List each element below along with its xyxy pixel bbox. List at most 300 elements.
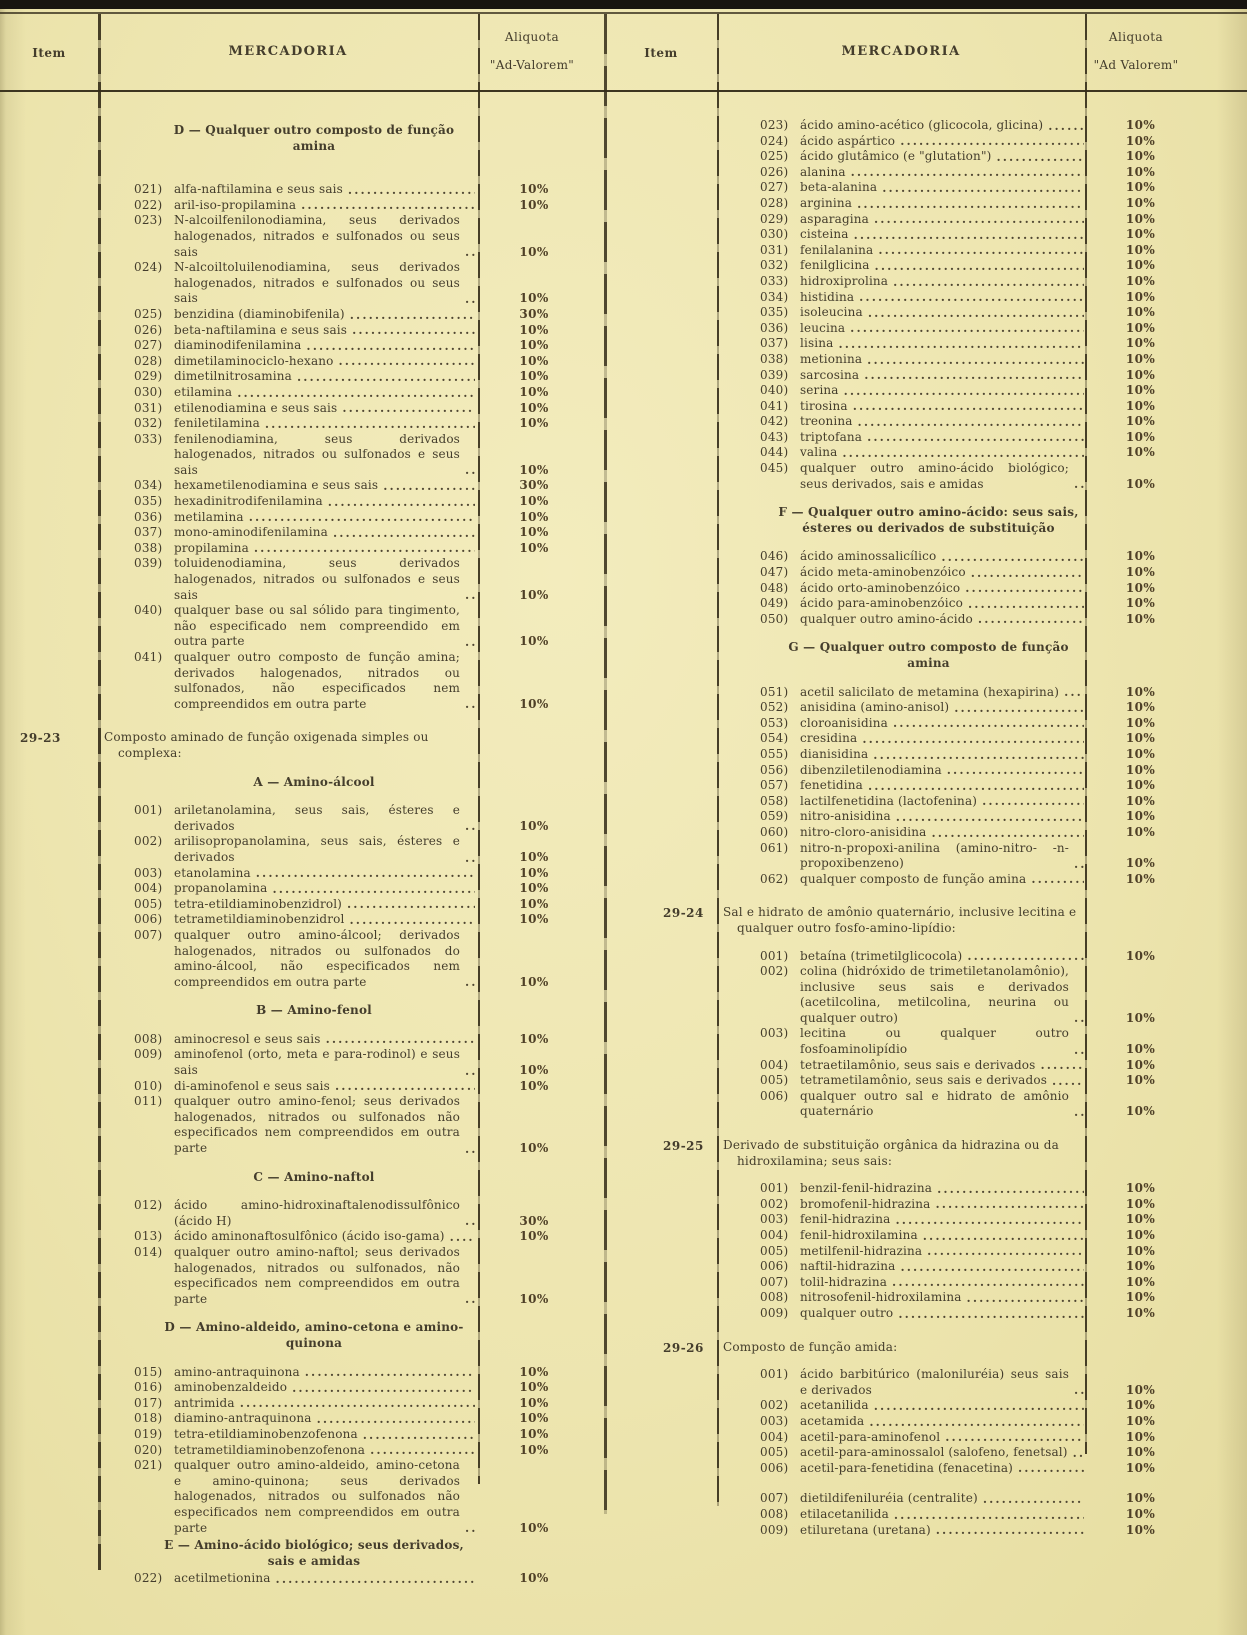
entry-body: [174, 1094, 478, 1156]
entry-description: dietildifeniluréia (centralite): [800, 1491, 978, 1506]
entry-rate: 10%: [1125, 1196, 1156, 1211]
entry-rate: 10%: [1125, 824, 1156, 839]
entry-description: tetraetilamônio, seus sais e derivados: [800, 1057, 1036, 1072]
entry-description: N-alcoiltoluilenodiamina, seus derivados halogenados, nitrados e sulfonados ou seus sais: [174, 260, 460, 306]
entry-rate: 10%: [1125, 856, 1156, 871]
tariff-item-code: 29-23: [20, 731, 61, 746]
tariff-entry-row: [98, 1427, 590, 1443]
entry-number: 002): [760, 1398, 789, 1413]
entry-body: [800, 596, 1087, 612]
entry-number: 012): [134, 1198, 163, 1213]
tariff-entry-row: [98, 307, 590, 323]
entry-body: [174, 881, 478, 897]
entry-rate: 10%: [1125, 1228, 1156, 1242]
entry-body: [800, 700, 1087, 716]
entry-body: [800, 336, 1087, 352]
entry-body: [800, 149, 1087, 165]
entry-number: 039): [760, 367, 789, 382]
entry-body: [800, 1491, 1087, 1507]
dotted-leader: [348, 183, 475, 197]
entry-number: 039): [134, 556, 163, 571]
entry-body: [800, 196, 1087, 212]
entry-rate: 10%: [1125, 762, 1156, 777]
entry-body: [174, 803, 478, 834]
entry-body: [800, 1181, 1087, 1197]
entry-body: [800, 1089, 1087, 1120]
dotted-leader: [339, 354, 475, 368]
tariff-item-code: 29-24: [663, 906, 704, 921]
dotted-leader: [254, 541, 475, 555]
entry-body: [174, 510, 478, 526]
entry-rate: 10%: [519, 540, 549, 555]
entry-rate: 10%: [1125, 1274, 1156, 1289]
entry-description: qualquer base ou sal sólido para tingimento, não especificado nem compreendido em outra parte: [174, 603, 460, 649]
dotted-leader: [292, 1381, 475, 1395]
entry-description: aminobenzaldeido: [174, 1380, 288, 1395]
entry-rate: 10%: [519, 1571, 549, 1586]
tariff-entry-row: [717, 383, 1194, 399]
entry-number: 041): [760, 398, 789, 413]
entry-description: fenilalanina: [800, 242, 874, 257]
entry-number: 007): [760, 1491, 789, 1506]
entry-number: 056): [760, 762, 789, 777]
dotted-leader: [465, 1064, 475, 1078]
entry-number: 051): [760, 684, 789, 699]
entry-body: [174, 1396, 478, 1412]
entry-body: [800, 290, 1087, 306]
entry-number: 062): [760, 871, 789, 886]
entry-description: cloroanisidina: [800, 715, 888, 730]
dotted-leader: [297, 370, 475, 384]
entry-body: [800, 964, 1087, 1026]
entry-number: 058): [760, 793, 789, 808]
tariff-entry-row: [717, 305, 1194, 321]
entry-body: [174, 369, 478, 385]
entry-body: [800, 274, 1087, 290]
entry-description: di-aminofenol e seus sais: [174, 1078, 330, 1093]
entry-description: N-alcoilfenilonodiamina, seus derivados halogenados, nitrados e sulfonados ou seus sais: [174, 213, 460, 259]
entry-rate: 10%: [519, 369, 549, 384]
entry-rate: 10%: [519, 509, 549, 524]
tariff-entry-row: [717, 1414, 1194, 1430]
entry-rate: 10%: [1125, 746, 1156, 761]
entry-rate: 10%: [1125, 367, 1156, 382]
entry-number: 004): [760, 1228, 789, 1242]
entry-description: valina: [800, 445, 838, 460]
right-header-item: Item: [644, 46, 678, 60]
tariff-entry-row: [717, 1430, 1194, 1446]
entry-rate: 10%: [1125, 445, 1156, 460]
tariff-entry-row: [717, 731, 1194, 747]
tariff-entry-row: [717, 596, 1194, 612]
entry-number: 022): [134, 1571, 163, 1586]
dotted-leader: [305, 1365, 475, 1379]
tariff-entry-row: [98, 323, 590, 339]
entry-body: [174, 1458, 478, 1536]
tariff-entry-row: [98, 1229, 590, 1245]
entry-rate: 10%: [519, 1078, 549, 1093]
entry-body: [174, 494, 478, 510]
entry-body: [174, 1411, 478, 1427]
entry-description: benzidina (diaminobifenila): [174, 306, 345, 321]
dotted-leader: [898, 1307, 1084, 1321]
entry-description: acetil-para-aminofenol: [800, 1429, 941, 1444]
tariff-entry-row: [98, 478, 590, 494]
entry-rate: 10%: [519, 587, 549, 602]
tariff-entry-row: [98, 1396, 590, 1412]
entry-body: [174, 541, 478, 557]
dotted-leader: [864, 368, 1084, 382]
tariff-entry-row: [717, 1398, 1194, 1414]
tariff-entry-row: [98, 866, 590, 882]
dotted-leader: [900, 1260, 1084, 1274]
dotted-leader: [301, 198, 475, 212]
entry-body: [174, 385, 478, 401]
entry-body: [174, 401, 478, 417]
tariff-entry-row: [717, 1275, 1194, 1291]
tariff-entry-row: [717, 1058, 1194, 1074]
dotted-leader: [350, 308, 475, 322]
tariff-entry-row: [717, 196, 1194, 212]
spacer: [98, 167, 590, 182]
dotted-leader: [851, 165, 1084, 179]
entry-body: [800, 1073, 1087, 1089]
entry-body: [174, 198, 478, 214]
entry-description: aril-iso-propilamina: [174, 197, 297, 212]
tariff-group-row: [663, 1339, 1194, 1356]
tariff-entry-row: [717, 368, 1194, 384]
entry-rate: 10%: [519, 896, 549, 911]
tariff-entry-row: [98, 510, 590, 526]
dotted-leader: [900, 134, 1084, 148]
tariff-entry-row: [717, 1491, 1194, 1507]
entry-number: 033): [760, 273, 789, 288]
right-header-advalorem: "Ad Valorem": [1093, 58, 1179, 72]
entry-description: etilenodiamina e seus sais: [174, 400, 338, 415]
entry-rate: 10%: [1125, 871, 1156, 886]
entry-rate: 10%: [519, 1411, 549, 1426]
entry-rate: 30%: [519, 306, 549, 321]
entry-description: dimetilaminociclo-hexano: [174, 353, 334, 368]
entry-description: qualquer outro sal e hidrato de amônio quaternário: [800, 1088, 1069, 1119]
entry-number: 057): [760, 778, 789, 793]
entry-body: [174, 182, 478, 198]
entry-body: [800, 1259, 1087, 1275]
dotted-leader: [945, 1430, 1084, 1444]
entry-rate: 10%: [1125, 133, 1156, 148]
entry-number: 001): [134, 803, 163, 818]
section-heading: E — Amino-ácido biológico; seus derivados, sais e amidas: [164, 1538, 464, 1568]
right-tariff-panel: [663, 92, 1194, 1538]
entry-body: [174, 1198, 478, 1229]
entry-number: 001): [760, 1181, 789, 1196]
entry-description: colina (hidróxido de trimetiletanolamônio), inclusive seus sais e derivados (acetilcolina, metilcolina, neurina ou qualquer outro): [800, 964, 1069, 1025]
entry-rate: 10%: [1125, 1259, 1156, 1274]
entry-rate: 10%: [519, 1229, 549, 1244]
entry-description: hexametilenodiamina e seus sais: [174, 478, 379, 493]
entry-number: 005): [760, 1073, 789, 1088]
entry-body: [800, 1212, 1087, 1228]
entry-number: 060): [760, 824, 789, 839]
dotted-leader: [858, 415, 1084, 429]
tariff-entry-row: [717, 445, 1194, 461]
entry-body: [800, 383, 1087, 399]
tariff-group-row: [663, 1138, 1194, 1169]
entry-body: [174, 1245, 478, 1307]
entry-body: [800, 212, 1087, 228]
dotted-leader: [882, 181, 1084, 195]
entry-number: 043): [760, 429, 789, 444]
entry-body: [174, 323, 478, 339]
dotted-leader: [240, 1396, 475, 1410]
tariff-entry-row: [717, 763, 1194, 779]
entry-rate: 10%: [519, 494, 549, 509]
entry-rate: 10%: [1125, 149, 1156, 164]
entry-number: 003): [760, 1413, 789, 1428]
entry-number: 009): [134, 1047, 163, 1062]
entry-rate: 10%: [1125, 1429, 1156, 1444]
entry-description: cisteina: [800, 227, 849, 242]
dotted-leader: [874, 212, 1084, 226]
entry-number: 033): [134, 431, 163, 446]
tariff-entry-row: [717, 1181, 1194, 1197]
entry-body: [174, 525, 478, 541]
entry-description: histidina: [800, 289, 855, 304]
dotted-leader: [1048, 119, 1084, 133]
dotted-leader: [844, 384, 1084, 398]
entry-rate: 10%: [1125, 242, 1156, 257]
entry-rate: 10%: [1125, 1057, 1156, 1072]
entry-body: [800, 841, 1087, 872]
entry-rate: 10%: [519, 696, 549, 711]
entry-rate: 10%: [1125, 414, 1156, 429]
dotted-leader: [868, 306, 1084, 320]
section-heading: G — Qualquer outro composto de função amina: [788, 640, 1069, 670]
tariff-group-description: Sal e hidrato de amônio quaternário, inclusive lecitina e qualquer outro fosfo-amino-lipídio:: [723, 905, 1077, 935]
entry-number: 037): [760, 336, 789, 351]
tariff-entry-row: [98, 1458, 590, 1536]
entry-number: 055): [760, 746, 789, 761]
right-header-aliquota: Aliquota: [1108, 30, 1164, 44]
entry-description: naftil-hidrazina: [800, 1259, 896, 1274]
entry-rate: 10%: [1125, 1398, 1156, 1413]
entry-description: ácido aminossalicílico: [800, 549, 937, 564]
dotted-leader: [370, 1443, 475, 1457]
tariff-entry-row: [717, 1367, 1194, 1398]
section-heading: A — Amino-álcool: [253, 774, 375, 789]
dotted-leader: [465, 1214, 475, 1228]
tariff-entry-row: [98, 556, 590, 603]
tariff-entry-row: [717, 1212, 1194, 1228]
entry-body: [174, 307, 478, 323]
entry-body: [800, 118, 1087, 134]
entry-number: 005): [760, 1445, 789, 1460]
entry-rate: 10%: [1125, 1042, 1156, 1057]
entry-number: 021): [134, 182, 163, 197]
dotted-leader: [1052, 1074, 1084, 1088]
entry-rate: 10%: [519, 525, 549, 540]
tariff-entry-row: [717, 1523, 1194, 1539]
dotted-leader: [1074, 1383, 1084, 1397]
entry-number: 001): [760, 948, 789, 963]
entry-rate: 10%: [1125, 351, 1156, 366]
tariff-entry-row: [98, 897, 590, 913]
entry-body: [800, 1244, 1087, 1260]
entry-rate: 10%: [1125, 1073, 1156, 1088]
entry-description: acetil salicilato de metamina (hexapirina): [800, 684, 1060, 699]
tariff-entry-row: [717, 809, 1194, 825]
dotted-leader: [465, 1292, 475, 1306]
entry-description: bromofenil-hidrazina: [800, 1196, 931, 1211]
tariff-entry-row: [717, 700, 1194, 716]
entry-description: etanolamina: [174, 865, 251, 880]
tariff-entry-row: [717, 243, 1194, 259]
entry-body: [800, 1523, 1087, 1539]
entry-number: 015): [134, 1364, 163, 1379]
entry-body: [800, 1275, 1087, 1291]
entry-rate: 10%: [1125, 700, 1156, 715]
entry-description: nitro-cloro-anisidina: [800, 824, 927, 839]
tariff-group-row: [663, 905, 1194, 936]
entry-description: acetanilida: [800, 1398, 869, 1413]
dotted-leader: [935, 1197, 1084, 1211]
tariff-entry-row: [717, 1244, 1194, 1260]
dotted-leader: [941, 550, 1084, 564]
entry-description: beta-alanina: [800, 180, 878, 195]
entry-number: 048): [760, 580, 789, 595]
entry-body: [174, 650, 478, 712]
entry-body: [800, 1461, 1087, 1477]
entry-body: [800, 1290, 1087, 1306]
dotted-leader: [857, 197, 1084, 211]
entry-rate: 10%: [519, 865, 549, 880]
dotted-leader: [868, 779, 1084, 793]
entry-number: 053): [760, 715, 789, 730]
entry-description: dianisidina: [800, 746, 869, 761]
tariff-entry-row: [717, 872, 1194, 888]
entry-body: [174, 897, 478, 913]
tariff-entry-row: [717, 1445, 1194, 1461]
entry-number: 004): [760, 1057, 789, 1072]
entry-number: 004): [134, 881, 163, 896]
dotted-leader: [465, 588, 475, 602]
entry-description: amino-antraquinona: [174, 1364, 300, 1379]
entry-number: 008): [134, 1031, 163, 1046]
entry-description: anisidina (amino-anisol): [800, 700, 950, 715]
entry-rate: 10%: [1125, 336, 1156, 351]
tariff-entry-row: [98, 603, 590, 650]
tariff-entry-row: [98, 1443, 590, 1459]
tariff-entry-row: [717, 212, 1194, 228]
tariff-entry-row: [98, 1380, 590, 1396]
entry-rate: 10%: [519, 912, 549, 927]
left-header-aliquota: Aliquota: [504, 30, 560, 44]
entry-number: 016): [134, 1380, 163, 1395]
entry-number: 005): [760, 1243, 789, 1258]
tariff-entry-row: [717, 180, 1194, 196]
entry-rate: 10%: [519, 818, 549, 833]
dotted-leader: [465, 463, 475, 477]
entry-body: [800, 716, 1087, 732]
dotted-leader: [896, 810, 1084, 824]
tariff-entry-row: [98, 803, 590, 834]
tariff-entry-row: [717, 841, 1194, 872]
entry-number: 025): [134, 306, 163, 321]
tariff-entry-row: [98, 1047, 590, 1078]
entry-description: metilfenil-hidrazina: [800, 1243, 923, 1258]
entry-rate: 10%: [1125, 1305, 1156, 1320]
tariff-entry-row: [98, 1032, 590, 1048]
dotted-leader: [306, 339, 475, 353]
tariff-entry-row: [717, 149, 1194, 165]
entry-body: [174, 834, 478, 865]
entry-number: 017): [134, 1395, 163, 1410]
entry-description: lecitina ou qualquer outro fosfoaminolipídio: [800, 1026, 1069, 1057]
entry-number: 034): [134, 478, 163, 493]
entry-number: 023): [760, 118, 789, 132]
dotted-leader: [965, 581, 1084, 595]
entry-body: [174, 1571, 478, 1587]
entry-number: 008): [760, 1290, 789, 1305]
entry-description: tetrametildiaminobenzidrol: [174, 912, 345, 927]
dotted-leader: [1040, 1058, 1084, 1072]
dotted-leader: [1018, 1461, 1084, 1475]
dotted-leader: [867, 353, 1084, 367]
entry-rate: 10%: [1125, 565, 1156, 580]
entry-rate: 10%: [1125, 809, 1156, 824]
entry-description: benzil-fenil-hidrazina: [800, 1181, 933, 1196]
entry-body: [800, 747, 1087, 763]
dotted-leader: [363, 1428, 475, 1442]
tariff-entry-row: [717, 1073, 1194, 1089]
entry-number: 034): [760, 289, 789, 304]
tariff-entry-row: [98, 834, 590, 865]
entry-body: [174, 416, 478, 432]
entry-body: [800, 134, 1087, 150]
tariff-entry-row: [98, 1365, 590, 1381]
entry-description: ácido aminonaftosulfônico (ácido iso-gama): [174, 1229, 445, 1244]
entry-description: qualquer outro amino-aldeido, amino-cetona e amino-quinona; seus derivados halogenados, nitrados ou sulfonados não especificados nem compreendidos em outra parte: [174, 1458, 460, 1535]
tariff-entry-row: [717, 964, 1194, 1026]
entry-description: qualquer outro amino-fenol; seus derivados halogenados, nitrados ou sulfonados não especificados nem compreendidos em outra parte: [174, 1094, 460, 1156]
entry-description: etilamina: [174, 384, 233, 399]
entry-description: qualquer outro amino-ácido: [800, 611, 973, 626]
entry-body: [800, 368, 1087, 384]
dotted-leader: [867, 430, 1084, 444]
tariff-entry-row: [717, 1089, 1194, 1120]
entry-number: 019): [134, 1426, 163, 1441]
entry-rate: 10%: [519, 974, 549, 989]
entry-description: ácido amino-acético (glicocola, glicina): [800, 118, 1044, 132]
entry-rate: 10%: [519, 353, 549, 368]
dotted-leader: [923, 1229, 1084, 1243]
tariff-entry-row: [717, 118, 1194, 134]
section-heading: F — Qualquer outro amino-ácido: seus sais, ésteres ou derivados de substituição: [778, 505, 1079, 535]
tariff-entry-row: [98, 338, 590, 354]
entry-rate: 10%: [1125, 258, 1156, 273]
entry-number: 018): [134, 1411, 163, 1426]
entry-rate: 10%: [1125, 476, 1156, 491]
entry-number: 008): [760, 1506, 789, 1521]
entry-rate: 10%: [1125, 1243, 1156, 1258]
entry-number: 011): [134, 1094, 163, 1109]
dotted-leader: [850, 321, 1084, 335]
entry-number: 029): [134, 369, 163, 384]
entry-number: 031): [134, 400, 163, 415]
right-header-mercadoria: MERCADORIA: [841, 44, 961, 59]
entry-rate: 10%: [1125, 1506, 1156, 1521]
dotted-leader: [1074, 857, 1084, 871]
